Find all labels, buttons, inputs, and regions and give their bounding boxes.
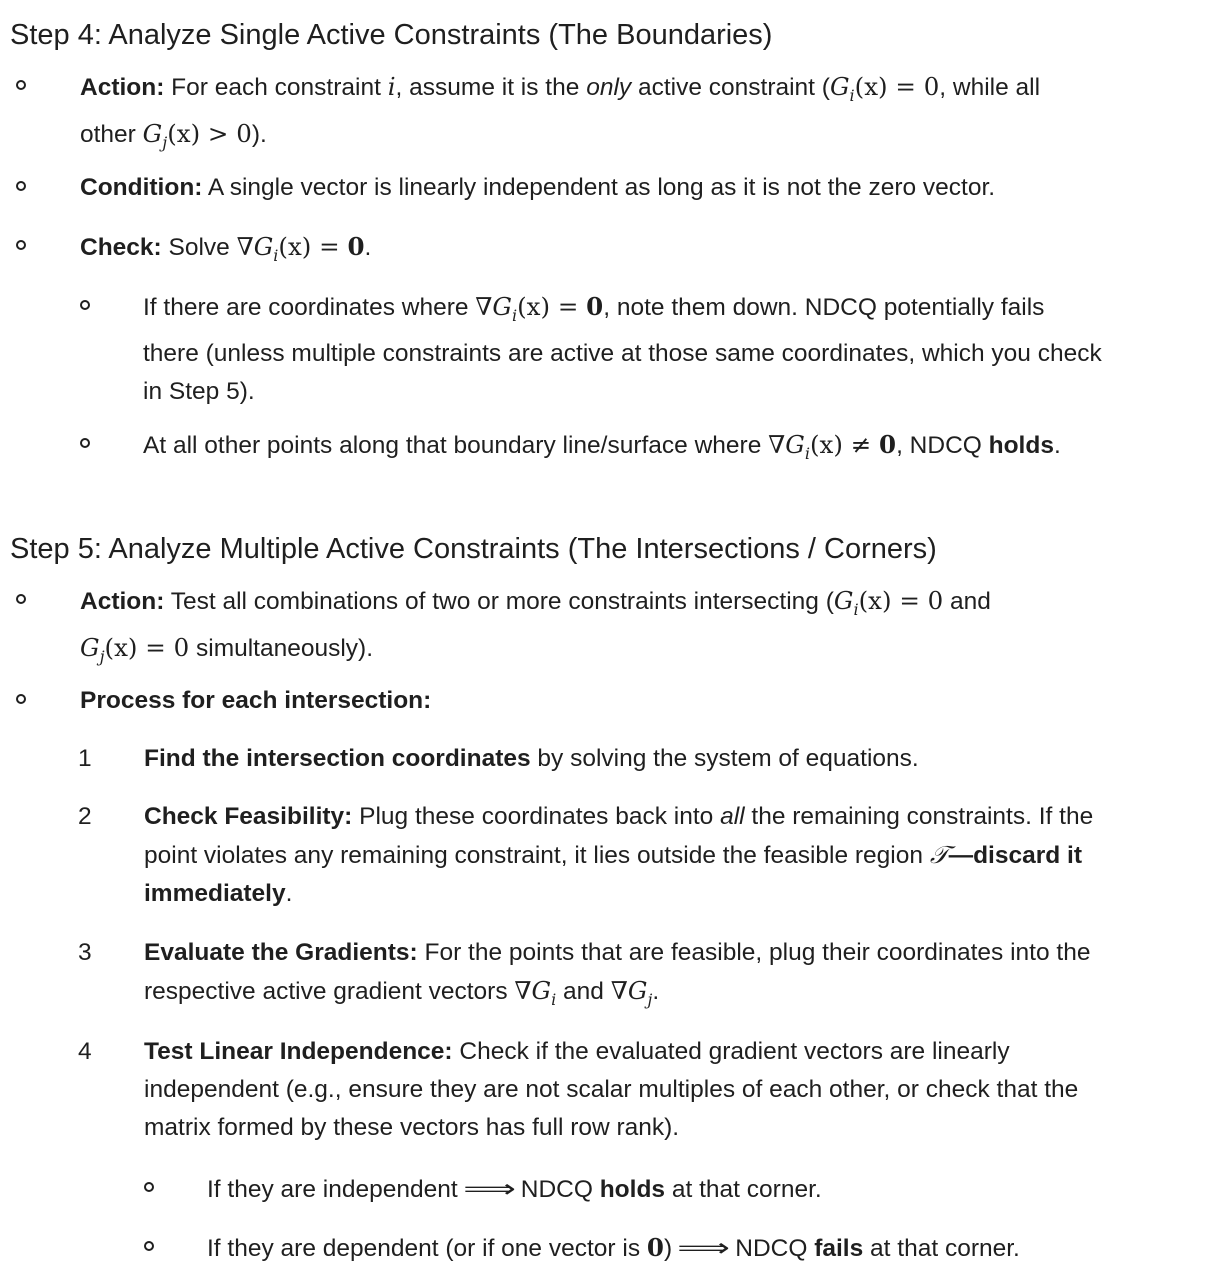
step5-process: Process for each intersection: — [80, 687, 432, 714]
bullet-icon — [16, 694, 26, 704]
step5-item-1: Find the intersection coordinates by solving the system of equations. — [144, 745, 919, 772]
result-dependent: If they are dependent (or if one vector is 0) ⟹ NDCQ fails at that corner. — [207, 1229, 1217, 1268]
step4-sub1: If there are coordinates where $\nabla G_i(x) = 0$, note them down. NDCQ potentially fails there (unless multiple constraints are active at those same coordinates, which you check in Step 5). — [143, 292, 1102, 405]
bullet-icon — [16, 594, 26, 604]
bullet-icon — [80, 300, 90, 310]
step5-action: Action: Test all combinations of two or more constraints intersecting ($G_i(x) = 0$ and $G_j(x) = 0$ simultaneously). — [80, 586, 991, 666]
step4-sub2: At all other points along that boundary line/surface where $\nabla G_i(x) \ne 0$, NDCQ holds. — [143, 430, 1061, 463]
step5-item-3: Evaluate the Gradients: For the points that are feasible, plug their coordinates into the respective active gradient vectors $\nabla G_i$ and $\nabla G_j$. — [144, 939, 1091, 1009]
step5-item-2: Check Feasibility: Plug these coordinates back into all the remaining constraints. If the point violates any remaining constraint, it lies outside the feasible region 𝒯—discard it immediately. — [144, 803, 1094, 907]
step4-check: Check: Solve $\nabla G_i(x) = 0$. — [80, 232, 372, 265]
implies-arrow-icon: ⟹ — [677, 1233, 731, 1262]
bullet-icon — [144, 1182, 154, 1192]
bullet-icon — [144, 1241, 154, 1251]
step-number: 2 — [78, 803, 92, 830]
step4-heading: Step 4: Analyze Single Active Constraints (The Boundaries) — [10, 19, 773, 51]
bullet-icon — [80, 438, 90, 448]
implies-arrow-icon: ⟹ — [462, 1174, 516, 1203]
step5-item-4: Test Linear Independence: Check if the evaluated gradient vectors are linearly independent (e.g., ensure they are not scalar multiples of each other, or check that the matrix formed by these vectors has full row rank). — [144, 1038, 1079, 1141]
step-number: 1 — [78, 745, 92, 772]
step4-condition: Condition: A single vector is linearly independent as long as it is not the zero vector. — [80, 174, 996, 201]
step-number: 4 — [78, 1038, 92, 1065]
step-number: 3 — [78, 939, 92, 966]
result-independent: If they are independent ⟹ NDCQ holds at that corner. — [207, 1170, 1217, 1209]
step4-action: Action: For each constraint i, assume it is the only active constraint ($G_i(x) = 0$, while all other $G_j(x) > 0$). — [80, 72, 1041, 152]
bullet-icon — [16, 240, 26, 250]
step5-heading: Step 5: Analyze Multiple Active Constraints (The Intersections / Corners) — [10, 533, 937, 565]
bullet-icon — [16, 80, 26, 90]
bullet-icon — [16, 181, 26, 191]
